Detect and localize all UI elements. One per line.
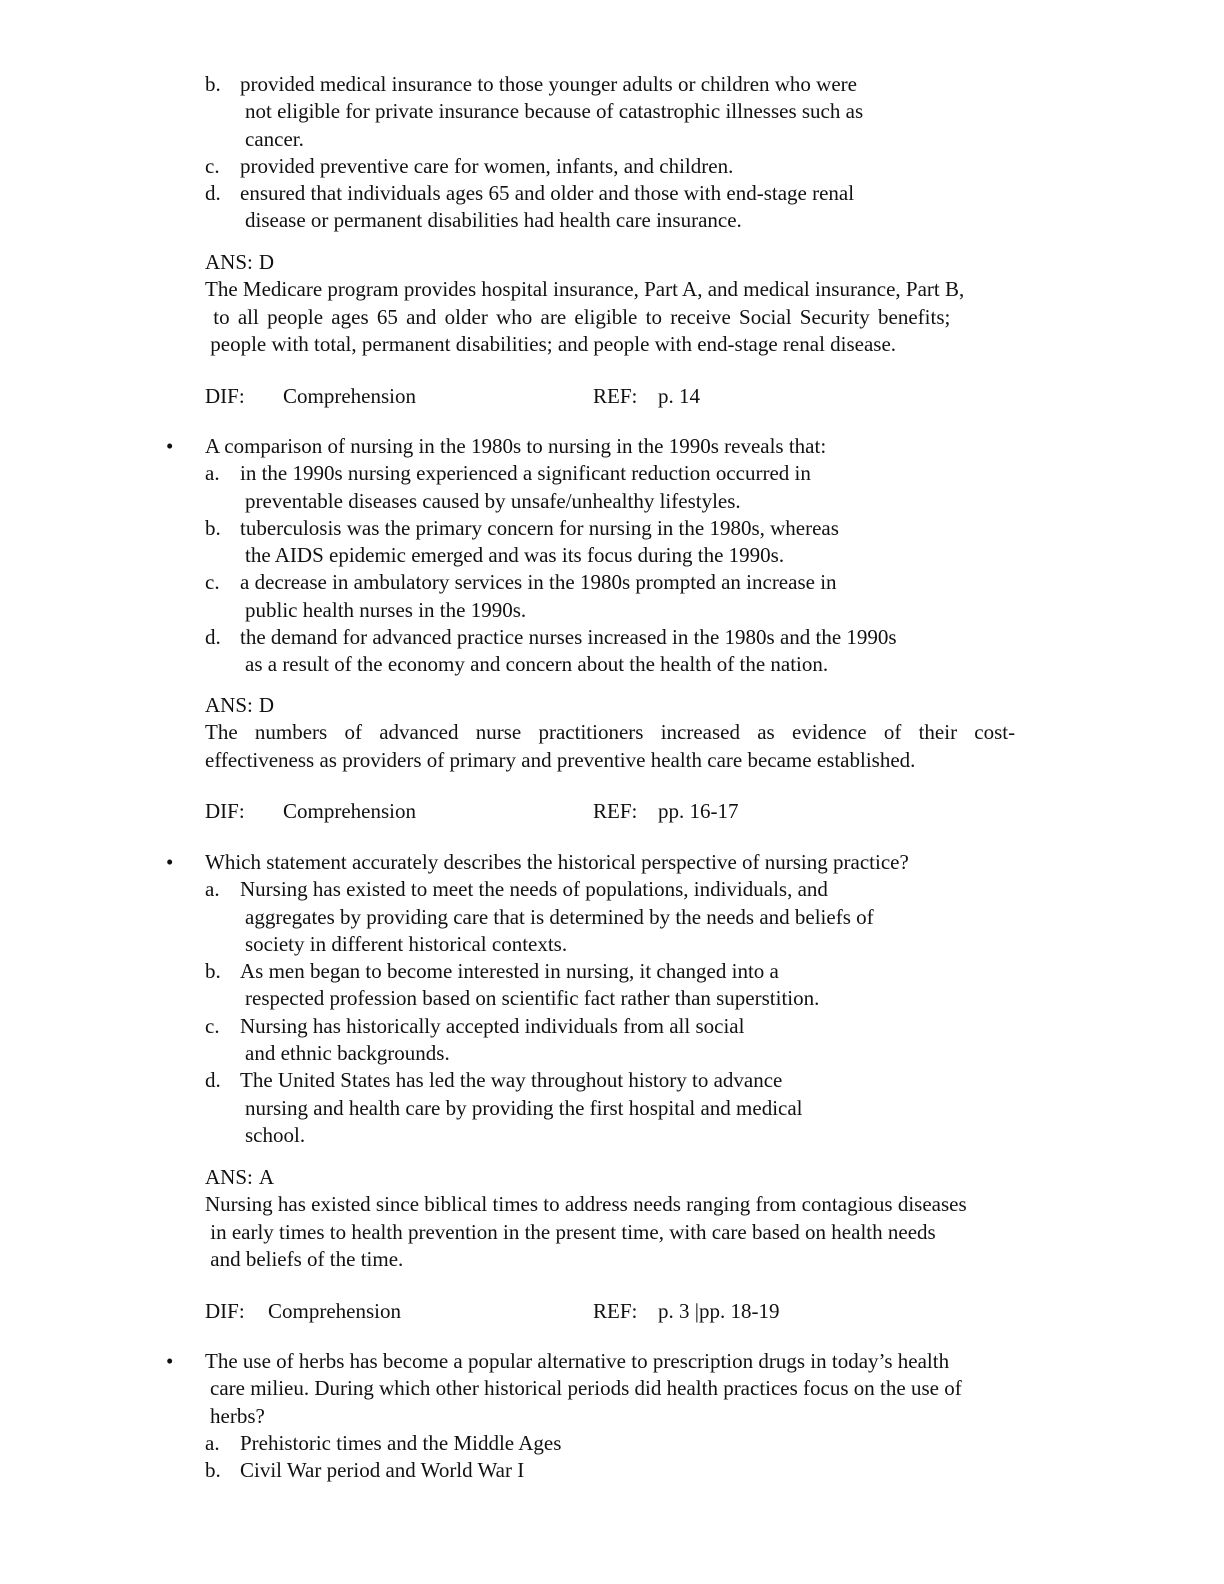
option-text: public health nurses in the 1990s. [245, 597, 527, 622]
question-1-answer [205, 692, 1105, 774]
option-text: Nursing has historically accepted individuals from all social [240, 1013, 745, 1038]
option-b [205, 958, 1105, 1013]
option-text: disease or permanent disabilities had health care insurance. [245, 208, 742, 233]
dif-label: DIF: [205, 384, 245, 408]
rationale-line: people with total, permanent disabilities; and people with end-stage renal disease. [205, 331, 897, 356]
dif-label: DIF: [205, 799, 245, 823]
option-letter: a. [205, 877, 220, 902]
question-1-meta [205, 798, 1105, 826]
question-bullet: • [166, 434, 174, 458]
ref-label: REF: [593, 799, 638, 823]
ref-value: pp. 16-17 [658, 799, 739, 823]
dif-value: Comprehension [283, 799, 416, 823]
option-letter: b. [205, 72, 221, 96]
question-1 [205, 433, 1105, 679]
dif-value: Comprehension [268, 1299, 401, 1323]
option-text: provided medical insurance to those younger adults or children who were [240, 72, 857, 96]
option-letter: d. [205, 1068, 221, 1093]
dif-label: DIF: [205, 1299, 245, 1323]
question-bullet: • [166, 850, 174, 874]
option-a [205, 1430, 1105, 1457]
option-letter: c. [205, 570, 220, 595]
answer-label: ANS: [205, 693, 253, 717]
option-letter: a. [205, 1430, 220, 1455]
option-letter: a. [205, 461, 220, 486]
option-text: provided preventive care for women, infants, and children. [240, 153, 734, 178]
option-text: as a result of the economy and concern about the health of the nation. [245, 652, 829, 677]
option-letter: b. [205, 1458, 221, 1483]
question-2-answer [205, 1164, 1105, 1273]
option-c [205, 569, 1105, 624]
option-d [205, 624, 1105, 679]
option-text: in the 1990s nursing experienced a significant reduction occurred in [240, 461, 811, 486]
dif-value: Comprehension [283, 384, 416, 408]
rationale-line: The Medicare program provides hospital insurance, Part A, and medical insurance, Part B, [205, 277, 965, 302]
option-text: nursing and health care by providing the first hospital and medical [245, 1095, 803, 1120]
question-prev-meta [205, 383, 1105, 411]
option-text: Nursing has existed to meet the needs of populations, individuals, and [240, 877, 828, 902]
question-2-meta [205, 1298, 1105, 1326]
option-letter: d. [205, 181, 221, 206]
option-letter: c. [205, 1013, 220, 1038]
option-text: society in different historical contexts. [245, 931, 568, 956]
rationale-line: to all people ages 65 and older who are eligible to receive Social Security benefits; [205, 304, 951, 329]
option-text: not eligible for private insurance because of catastrophic illnesses such as [245, 99, 864, 124]
question-3 [205, 1348, 1105, 1484]
option-text: school. [245, 1122, 306, 1147]
option-text: respected profession based on scientific fact rather than superstition. [245, 986, 820, 1011]
question-2 [205, 849, 1105, 1149]
rationale-line: in early times to health prevention in the present time, with care based on health needs [205, 1219, 936, 1244]
option-text: a decrease in ambulatory services in the 1980s prompted an increase in [240, 570, 837, 595]
option-letter: d. [205, 625, 221, 650]
question-prev-answer [205, 249, 1105, 358]
rationale-line: effectiveness as providers of primary and preventive health care became established. [205, 747, 916, 772]
option-letter: c. [205, 153, 220, 178]
ref-value: p. 14 [658, 384, 700, 408]
rationale-line: The numbers of advanced nurse practitioners increased as evidence of their cost- [205, 720, 1016, 745]
ref-label: REF: [593, 1299, 638, 1323]
question-bullet: • [166, 1349, 174, 1373]
option-text: The United States has led the way throughout history to advance [240, 1068, 783, 1093]
option-text: tuberculosis was the primary concern for nursing in the 1980s, whereas [240, 515, 839, 540]
option-text: the AIDS epidemic emerged and was its focus during the 1990s. [245, 543, 785, 568]
question-stem: care milieu. During which other historical periods did health practices focus on the use of [210, 1376, 962, 1401]
question-stem: Which statement accurately describes the historical perspective of nursing practice? [205, 850, 909, 874]
option-d [205, 180, 1105, 235]
answer-label: ANS: [205, 250, 253, 274]
option-letter: b. [205, 515, 221, 540]
option-b [205, 71, 1105, 153]
option-a [205, 876, 1105, 958]
rationale-line: and beliefs of the time. [205, 1246, 404, 1271]
rationale-line: Nursing has existed since biblical times to address needs ranging from contagious diseases [205, 1192, 967, 1217]
option-c [205, 1013, 1105, 1068]
option-text: Prehistoric times and the Middle Ages [240, 1430, 562, 1455]
option-text: cancer. [245, 126, 304, 151]
option-letter: b. [205, 959, 221, 984]
option-text: Civil War period and World War I [240, 1458, 525, 1483]
option-d [205, 1067, 1105, 1149]
question-stem: A comparison of nursing in the 1980s to nursing in the 1990s reveals that: [205, 434, 827, 458]
option-text: ensured that individuals ages 65 and older and those with end-stage renal [240, 181, 855, 206]
answer-value: D [258, 693, 275, 717]
option-text: preventable diseases caused by unsafe/unhealthy lifestyles. [245, 488, 741, 513]
question-stem: The use of herbs has become a popular alternative to prescription drugs in today’s health [205, 1349, 950, 1373]
answer-label: ANS: [205, 1165, 253, 1189]
question-stem: herbs? [210, 1403, 265, 1428]
option-text: aggregates by providing care that is determined by the needs and beliefs of [245, 904, 874, 929]
option-a [205, 460, 1105, 515]
answer-value: A [258, 1165, 275, 1189]
option-b [205, 515, 1105, 570]
option-text: As men began to become interested in nursing, it changed into a [240, 959, 779, 984]
option-text: and ethnic backgrounds. [245, 1041, 450, 1066]
option-text: the demand for advanced practice nurses increased in the 1980s and the 1990s [240, 625, 897, 650]
question-prev-options [205, 71, 1105, 235]
ref-value: p. 3 |pp. 18-19 [658, 1299, 780, 1323]
answer-value: D [258, 250, 275, 274]
ref-label: REF: [593, 384, 638, 408]
option-c [205, 153, 1105, 180]
option-b [205, 1457, 1105, 1484]
